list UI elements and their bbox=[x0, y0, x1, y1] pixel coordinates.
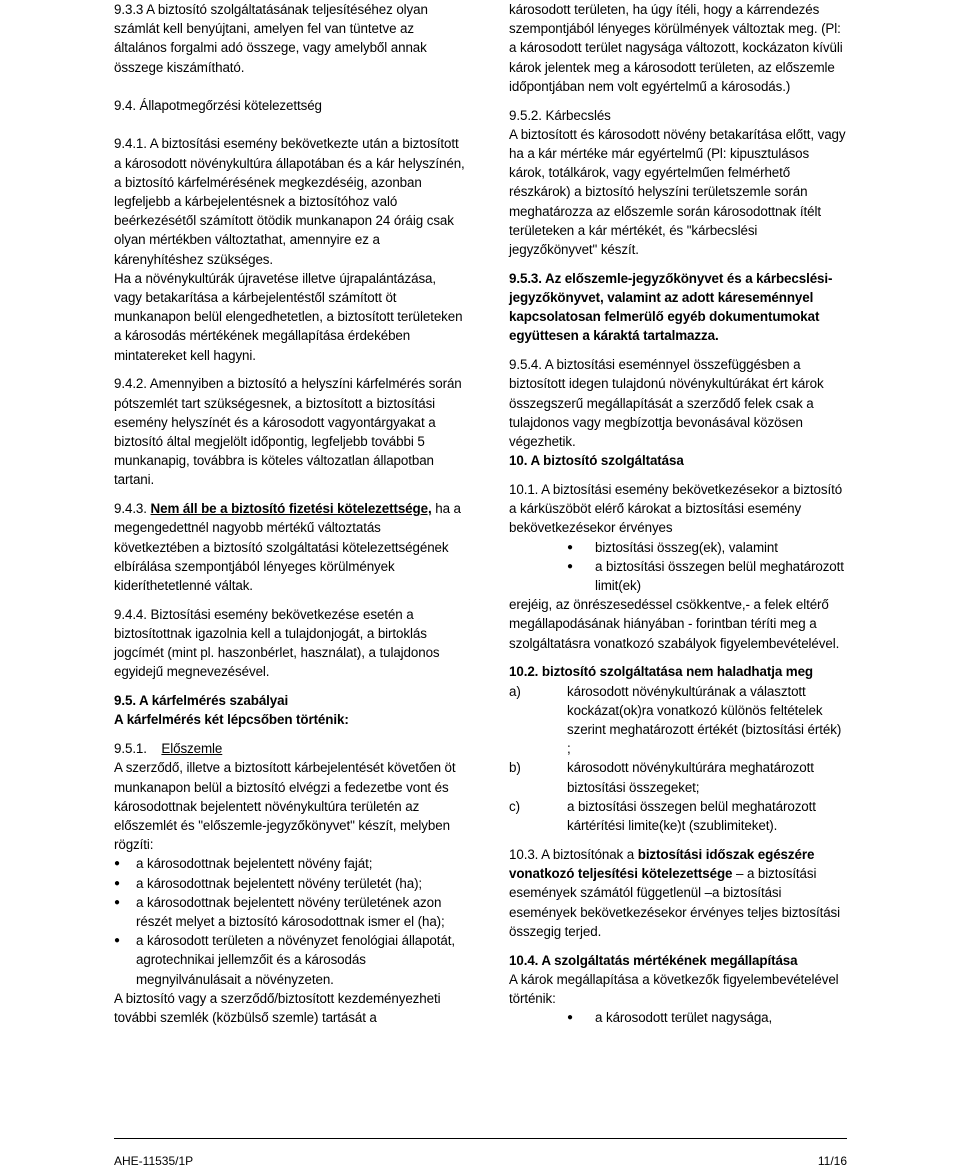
paragraph-9-5-1: A szerződő, illetve a biztosított kárbejelentését követően öt munkanapon belül a biztosító elvégzi a fedezetbe vont és károsodottnak bejelentett növénykultúra területén az előszemlét és "előszemle-jegyzőkönyvet" készít, melyben rögzíti: bbox=[114, 760, 456, 853]
paragraph-10-3 bbox=[509, 845, 847, 941]
list-text: a biztosítási összegen belül meghatározott kártérítési limite(ke)t (szublimiteket). bbox=[567, 798, 816, 834]
list-item bbox=[509, 758, 847, 796]
list-item: ● a károsodottnak bejelentett növény faját; bbox=[114, 854, 466, 873]
heading-9-5-1-title: Előszemle bbox=[161, 741, 223, 757]
list-item: ● biztosítási összeg(ek), valamint bbox=[509, 538, 847, 557]
left-column bbox=[114, 0, 466, 1027]
list-item: ● a károsodottnak bejelentett növény területének azon részét melyet a biztosító károsodottnak ismer el (ha); bbox=[114, 893, 466, 931]
paragraph-10-1: 10.1. A biztosítási esemény bekövetkezésekor a biztosító a kárküszöböt elérő károkat a biztosítási esemény bekövetkezésekor érvényes bbox=[509, 482, 843, 536]
footer-divider bbox=[114, 1138, 847, 1139]
heading-9-5-1 bbox=[114, 739, 466, 758]
paragraph-continued: károsodott területen, ha úgy ítéli, hogy a kárrendezés szempontjából lényeges körülmények változtak meg. (Pl: a károsodott terület nagysága változott, kockázaton kívüli károk jelentek meg a károsodott területen, az előszemle időpontjában nem volt egyértelmű a károsodás.) bbox=[509, 2, 843, 94]
list-label: c) bbox=[509, 798, 520, 814]
list-text: károsodott növénykultúrának a választott kockázat(ok)ra vonatkozó különös feltételek szerint meghatározott értékét (biztosítási érték) ; bbox=[567, 683, 842, 757]
list-item: ● a biztosítási összegen belül meghatározott limit(ek) bbox=[509, 557, 847, 595]
heading-10-4: 10.4. A szolgáltatás mértékének megállapítása bbox=[509, 952, 798, 968]
paragraph-9-4-2: 9.4.2. Amennyiben a biztosító a helyszíni kárfelmérés során pótszemlét tart szükségesnek, a biztosított a biztosítási esemény helyszínét és a károsodott vagyontárgyakat a biztosító által megjelölt időpontig, legfeljebb további 5 munkanapig, továbbra is köteles változatlan állapotban tartani. bbox=[114, 376, 462, 488]
list-item bbox=[509, 797, 847, 835]
footer-document-id: AHE-11535/1P bbox=[114, 1154, 194, 1168]
paragraph-10-1-b: erejéig, az önrészesedéssel csökkentve,- a felek eltérő megállapodásának hiányában - forintban téríti meg a szolgáltatásra vonatkozó szabályok figyelembevételével. bbox=[509, 597, 840, 651]
heading-10: 10. A biztosító szolgáltatása bbox=[509, 453, 684, 469]
paragraph-9-4-1-b: Ha a növénykultúrák újravetése illetve újrapalántázása, vagy betakarítása a kárbejelentéstől számított öt munkanapon belül elengedhetetlen, a biztosított területeken a károsodás mértékének megállapítása érdekében mintatereket kell hagyni. bbox=[114, 270, 463, 363]
heading-10-2: 10.2. biztosító szolgáltatása nem haladhatja meg bbox=[509, 664, 814, 680]
paragraph-9-5-2: A biztosított és károsodott növény betakarítása előtt, vagy ha a kár mértéke már egyértelmű (Pl: kipusztulásos károk, totálkárok, vagy egyértelműen felmérhető részkárok) a biztosító helyszíni területszemle során meghatározza az előszemle során károsodottnak ítélt területeken a kár mértékét, és "kárbecslési jegyzőkönyvet" készít. bbox=[509, 126, 846, 258]
list-text: károsodott növénykultúrára meghatározott biztosítási összegeket; bbox=[567, 760, 814, 795]
paragraph-9-4-4: 9.4.4. Biztosítási esemény bekövetkezése esetén a biztosítottnak igazolnia kell a tulajdonjogát, a birtoklás jogcímét (mint pl. haszonbérlet, használat), a tulajdonos egyidejű megnevezésével. bbox=[114, 606, 440, 680]
paragraph-9-3-3: 9.3.3 A biztosító szolgáltatásának teljesítéséhez olyan számlát kell benyújtani, amelyen fel van tüntetve az általános forgalmi adó összege, vagy amelyből annak összege kiszámítható. bbox=[114, 2, 428, 75]
paragraph-9-5-1-end: A biztosító vagy a szerződő/biztosított kezdeményezheti további szemlék (közbülső szemle) tartását a bbox=[114, 990, 441, 1026]
heading-9-4: 9.4. Állapotmegőrzési kötelezettség bbox=[114, 98, 322, 113]
paragraph-10-3-bold: biztosítási időszak egészére vonatkozó teljesítési kötelezettsége bbox=[509, 846, 815, 882]
footer-page-number: 11/16 bbox=[817, 1154, 847, 1168]
paragraph-9-4-3-bold: Nem áll be a biztosító fizetési kötelezettsége, bbox=[150, 501, 432, 517]
list-item: ● a károsodottnak bejelentett növény területét (ha); bbox=[114, 874, 466, 893]
paragraph-9-4-1: 9.4.1. A biztosítási esemény bekövetkezte után a biztosított a károsodott növénykultúra állapotában és a kár helyszínén, a biztosító kárfelmérésének megkezdéséig, azonban legfeljebb a kárbejelentésnek a biztosítóhoz való beérkezésétől számított ötödik munkanapon 24 óráig csak olyan mértékben változtathat, amennyire ez a kárenyhítéshez szükséges. bbox=[114, 136, 465, 267]
paragraph-10-3-c: – a biztosítási események számától függetlenül –a biztosítási események bekövetkezésekor érvényes teljes biztosítási összegig terjed. bbox=[509, 866, 841, 939]
paragraph-10-4: A károk megállapítása a következők figyelembevételével történik: bbox=[509, 971, 839, 1006]
list-item: ● a károsodott terület nagysága, bbox=[509, 1008, 847, 1027]
heading-9-5-sub: A kárfelmérés két lépcsőben történik: bbox=[114, 712, 349, 728]
list-label: a) bbox=[509, 683, 521, 699]
paragraph-9-5-3: 9.5.3. Az előszemle-jegyzőkönyvet és a kárbecslési-jegyzőkönyvet, valamint az adott káreseménnyel kapcsolatosan felmerülő egyéb dokumentumokat együttesen a káraktá tartalmazza. bbox=[509, 270, 833, 344]
list-item: ● a károsodott területen a növényzet fenológiai állapotát, agrotechnikai jellemzőit és a károsodás megnyilvánulásait a növényzeten. bbox=[114, 931, 466, 989]
list-label: b) bbox=[509, 760, 521, 776]
paragraph-9-4-3-rest: ha a megengedettnél nagyobb mértékű változtatás következtében a biztosító szolgáltatási kötelezettségének elbírálása szempontjából lényeges körülmények kideríthetetlenné váltak. bbox=[114, 501, 461, 594]
list-item bbox=[509, 682, 847, 759]
paragraph-9-5-4: 9.5.4. A biztosítási eseménnyel összefüggésben a biztosított idegen tulajdonú növénykultúrákat ért károk összegszerű megállapítását a szerződő felek csak a tulajdonos vagy megbízottja bevonásával közösen végezhetik. bbox=[509, 357, 824, 450]
paragraph-9-4-3 bbox=[114, 499, 466, 595]
paragraph-9-4-3-number: 9.4.3. bbox=[114, 501, 147, 517]
heading-9-5-1-number: 9.5.1. bbox=[114, 741, 147, 757]
heading-9-5: 9.5. A kárfelmérés szabályai bbox=[114, 693, 289, 709]
paragraph-10-3-a: 10.3. A biztosítónak a bbox=[509, 846, 635, 862]
heading-9-5-2: 9.5.2. Kárbecslés bbox=[509, 107, 611, 123]
right-column bbox=[509, 0, 847, 1027]
